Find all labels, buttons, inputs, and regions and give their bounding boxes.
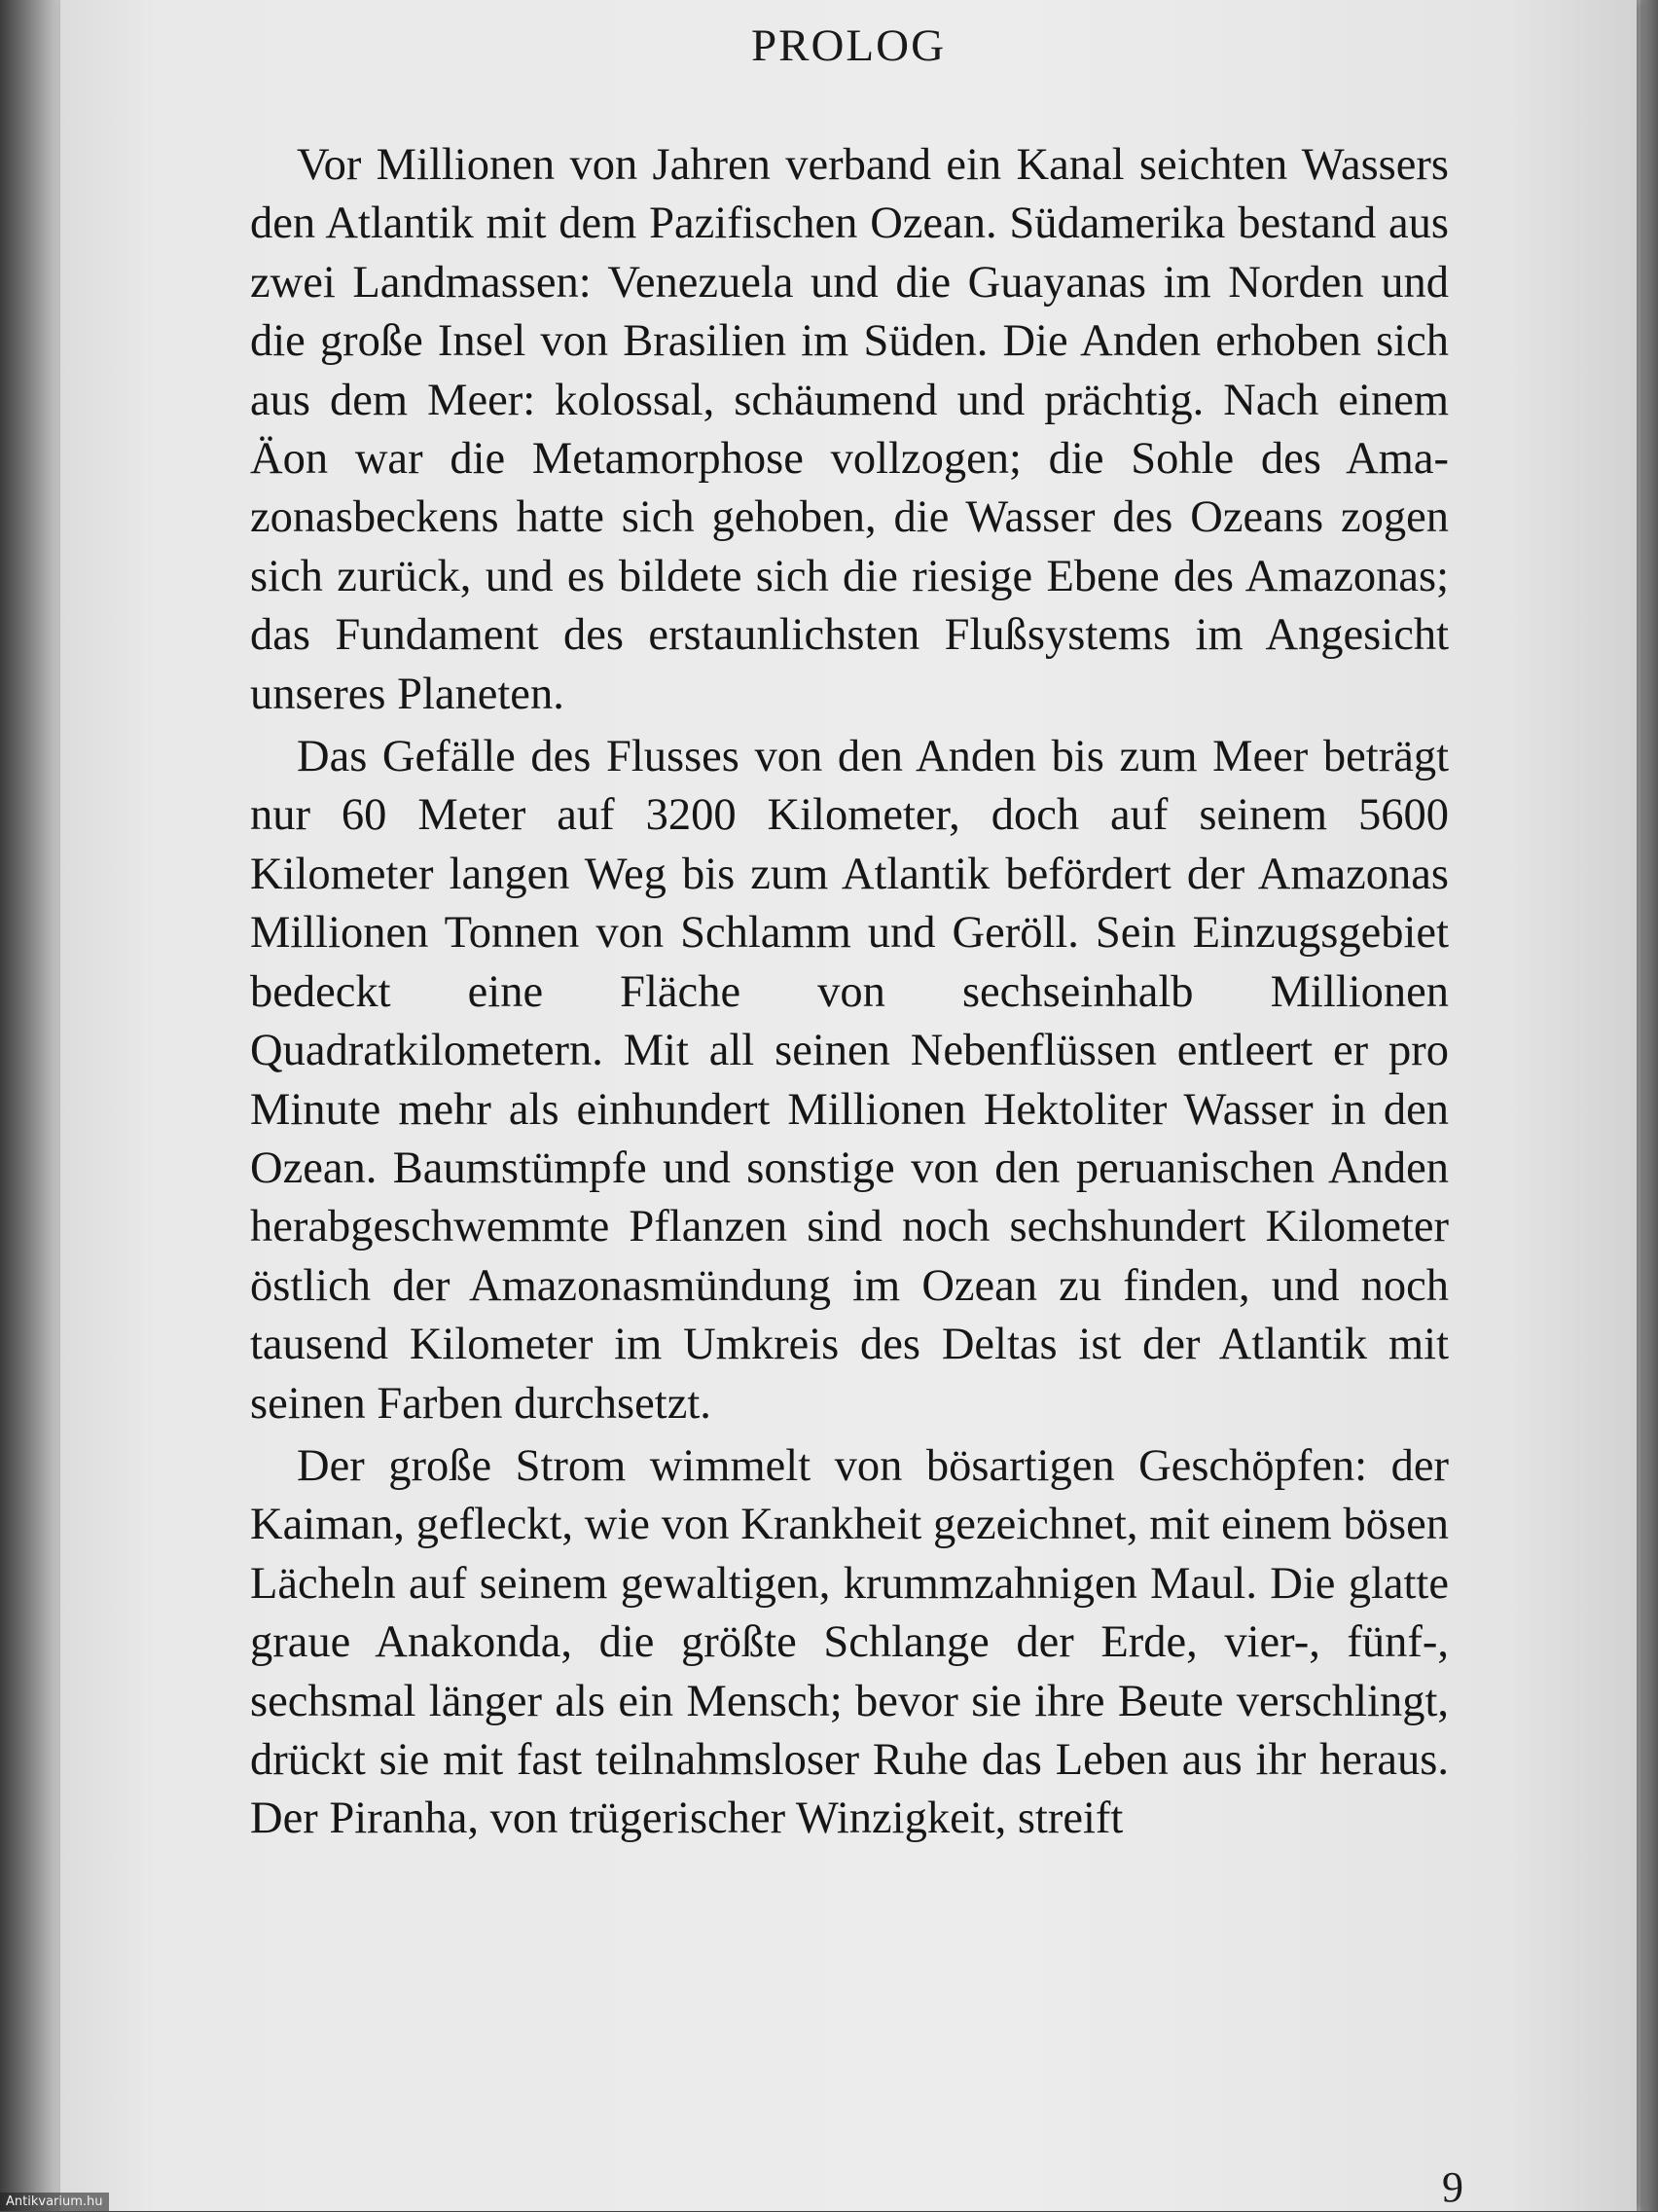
book-page (60, 0, 1637, 2211)
watermark-label: Antikvarium.hu (0, 2193, 109, 2211)
page-number: 9 (1442, 2163, 1463, 2211)
body-text (250, 136, 1449, 1849)
chapter-heading: PROLOG (750, 20, 947, 71)
paragraph-1: Vor Millionen von Jahren verband ein Kanal seichten Wassers den Atlantik mit dem Pazifischen Ozean. Südamerika bestand aus zwei Landmassen: Venezuela und die Guayanas im Norden und die große Insel von Brasilien im Süden. Die Anden erhoben sich aus dem Meer: kolossal, schäumend und prächtig. Nach einem Äon war die Metamorphose vollzogen; die Sohle des Amazonasbeckens hatte sich gehoben, die Wasser des Ozeans zogen sich zurück, und es bildete sich die riesige Ebene des Amazonas; das Fundament des erstaunlichsten Flußsystems im Angesicht unseres Planeten. (250, 140, 1449, 719)
paragraph-3: Der große Strom wimmelt von bösartigen Geschöpfen: der Kaiman, gefleckt, wie von Krankheit gezeichnet, mit einem bösen Lächeln auf seinem gewaltigen, krummzahnigen Maul. Die glatte graue Anakonda, die größte Schlange der Erde, vier-, fünf-, sechsmal länger als ein Mensch; bevor sie ihre Beute verschlingt, drückt sie mit fast teilnahmsloser Ruhe das Leben aus ihr heraus. Der Piranha, von trügerischer Winzigkeit, streift (250, 1440, 1449, 1844)
page-stack-edge (1640, 0, 1658, 2211)
book-spine-shadow (0, 0, 68, 2211)
paragraph-2: Das Gefälle des Flusses von den Anden bis zum Meer beträgt nur 60 Meter auf 3200 Kilometer, doch auf seinem 5600 Kilometer langen Weg bis zum Atlantik befördert der Amazonas Millionen Tonnen von Schlamm und Geröll. Sein Einzugsgebiet bedeckt eine Fläche von sechseinhalb Millionen Quadratkilometern. Mit all seinen Nebenflüssen entleert er pro Minute mehr als einhundert Millionen Hektoliter Wasser in den Ozean. Baumstümpfe und sonstige von den peruanischen Anden herabgeschwemmte Pflanzen sind noch sechshundert Kilometer östlich der Amazonasmündung im Ozean zu finden, und noch tausend Kilometer im Umkreis des Deltas ist der Atlantik mit seinen Farben durchsetzt. (250, 732, 1449, 1429)
